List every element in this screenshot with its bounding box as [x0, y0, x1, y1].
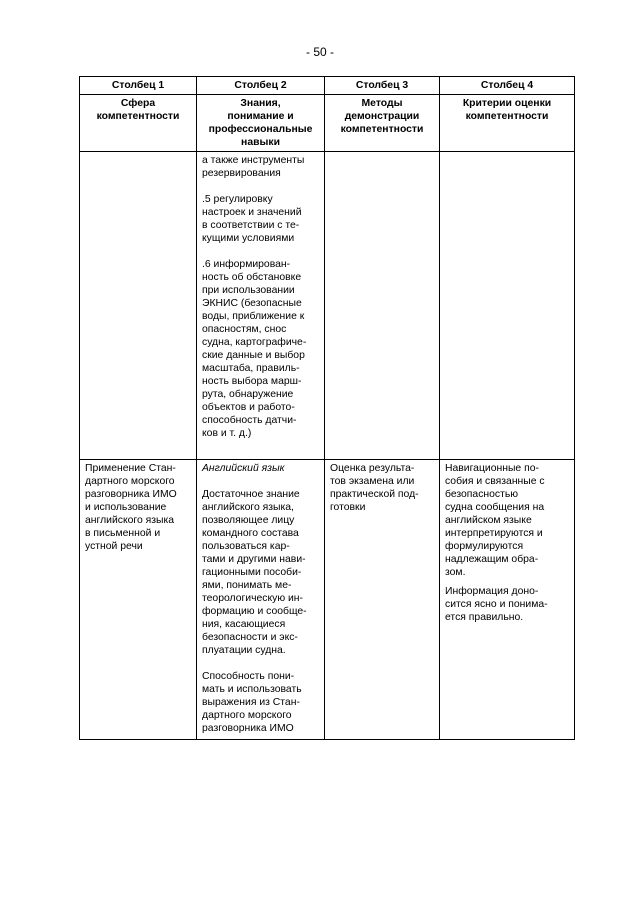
text-line: разговорника ИМО	[85, 489, 177, 500]
column-header-row	[80, 95, 575, 152]
text-line: зом.	[445, 567, 466, 578]
text-line: английском языке	[445, 515, 532, 526]
text-line: теорологическую ин-	[202, 593, 304, 604]
column-number: Столбец 1	[80, 77, 197, 95]
cell-title: Английский язык	[202, 463, 285, 474]
text-line: ния, касающиеся	[202, 619, 286, 630]
paragraph	[202, 193, 319, 245]
text-line: английского языка,	[202, 502, 294, 513]
text-line: ность об обстановке	[202, 272, 302, 283]
text-line: кущими условиями	[202, 233, 295, 244]
column-number-row	[80, 77, 575, 95]
column-header	[197, 95, 325, 152]
column-number: Столбец 2	[197, 77, 325, 95]
text-line: а также инструменты	[202, 155, 305, 166]
text-line: пользоваться кар-	[202, 541, 290, 552]
paragraph	[202, 258, 319, 440]
text-line: дартного морского	[202, 710, 292, 721]
paragraph	[445, 462, 569, 579]
text-line: в письменной и	[85, 528, 161, 539]
table-cell-criteria	[440, 460, 575, 740]
text-line: резервирования	[202, 168, 281, 179]
text-line: судна, картографиче-	[202, 337, 307, 348]
text-line: способность датчи-	[202, 415, 297, 426]
header-line: навыки	[241, 137, 280, 148]
text-line: судна сообщения на	[445, 502, 545, 513]
text-line: выражения из Стан-	[202, 697, 300, 708]
table-cell	[325, 152, 440, 460]
header-line: Методы	[361, 98, 403, 109]
text-line: формацию и сообще-	[202, 606, 307, 617]
text-line: при использовании	[202, 285, 295, 296]
text-line: практической под-	[330, 489, 419, 500]
table-cell-competence	[80, 460, 197, 740]
text-line: Способность пони-	[202, 671, 295, 682]
column-header	[80, 95, 197, 152]
paragraph	[202, 488, 319, 657]
column-number: Столбец 4	[440, 77, 575, 95]
text-line: сится ясно и понима-	[445, 599, 548, 610]
header-line: Сфера	[120, 98, 156, 109]
text-line: устной речи	[85, 541, 143, 552]
text-line: гационными пособи-	[202, 567, 302, 578]
header-line: Знания,	[240, 98, 281, 109]
text-line: дартного морского	[85, 476, 175, 487]
table-cell	[80, 152, 197, 460]
table-cell-methods	[325, 460, 440, 740]
text-line: масштаба, правиль-	[202, 363, 300, 374]
paragraph	[202, 670, 319, 735]
text-line: позволяющее лицу	[202, 515, 295, 526]
table-row-continuation	[80, 152, 575, 460]
text-line: опасностям, снос	[202, 324, 287, 335]
text-line: воды, приближение к	[202, 311, 305, 322]
text-line: Оценка результа-	[330, 463, 415, 474]
text-line: ЭКНИС (безопасные	[202, 298, 302, 309]
header-line: компетентности	[340, 124, 424, 135]
text-line: интерпретируются и	[445, 528, 543, 539]
header-line: профессиональные	[208, 124, 313, 135]
text-line: тов экзамена или	[330, 476, 415, 487]
text-line: настроек и значений	[202, 207, 302, 218]
column-number: Столбец 3	[325, 77, 440, 95]
header-line: компетентности	[96, 111, 180, 122]
text-line: ские данные и выбор	[202, 350, 305, 361]
text-line: готовки	[330, 502, 366, 513]
text-line: объектов и работо-	[202, 402, 295, 413]
text-line: ется правильно.	[445, 612, 524, 623]
paragraph	[445, 585, 569, 624]
header-line: демонстрации	[344, 111, 420, 122]
page-number: - 50 -	[305, 45, 334, 59]
column-header	[325, 95, 440, 152]
text-line: ность выбора марш-	[202, 376, 302, 387]
text-line: английского языка	[85, 515, 175, 526]
text-line: и использование	[85, 502, 167, 513]
text-line: безопасностью	[445, 489, 519, 500]
text-line: ями, понимать ме-	[202, 580, 292, 591]
text-line: рута, обнаружение	[202, 389, 294, 400]
text-line: .6 информирован-	[202, 259, 291, 270]
column-header	[440, 95, 575, 152]
text-line: тами и другими нави-	[202, 554, 306, 565]
text-line: ков и т. д.)	[202, 428, 252, 439]
header-line: Критерии оценки	[462, 98, 552, 109]
text-line: плуатации судна.	[202, 645, 286, 656]
paragraph	[202, 154, 319, 180]
header-line: понимание и	[227, 111, 294, 122]
text-line: Применение Стан-	[85, 463, 176, 474]
text-line: надлежащим обра-	[445, 554, 539, 565]
text-line: безопасности и экс-	[202, 632, 298, 643]
text-line: .5 регулировку	[202, 194, 273, 205]
text-line: командного состава	[202, 528, 299, 539]
table-row-english	[80, 460, 575, 740]
competence-table	[79, 76, 575, 740]
text-line: Достаточное знание	[202, 489, 300, 500]
text-line: Информация доно-	[445, 586, 539, 597]
table-cell-knowledge	[197, 460, 325, 740]
text-line: мать и использовать	[202, 684, 302, 695]
header-line: компетентности	[465, 111, 549, 122]
text-line: в соответствии с те-	[202, 220, 300, 231]
table-cell-knowledge	[197, 152, 325, 460]
text-line: собия и связанные с	[445, 476, 545, 487]
text-line: формулируются	[445, 541, 524, 552]
text-line: разговорника ИМО	[202, 723, 294, 734]
table-cell	[440, 152, 575, 460]
text-line: Навигационные по-	[445, 463, 539, 474]
